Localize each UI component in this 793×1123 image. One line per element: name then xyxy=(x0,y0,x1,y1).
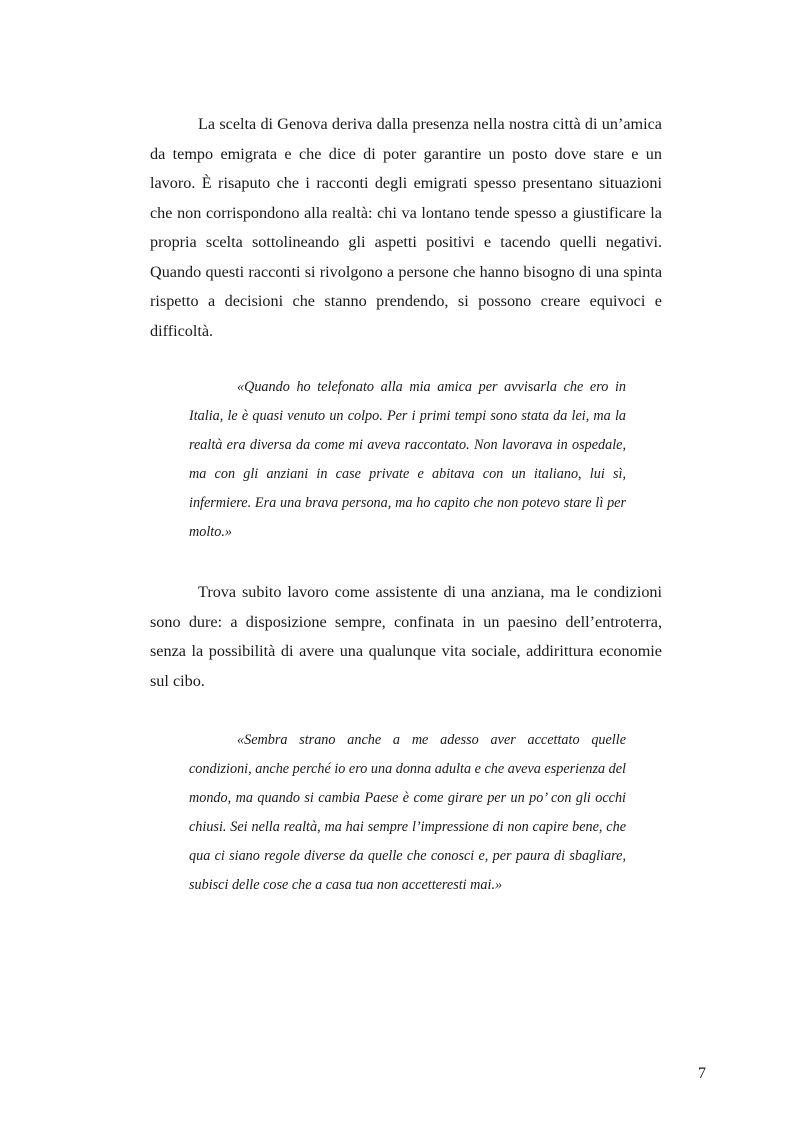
body-paragraph: Trova subito lavoro come assistente di una anziana, ma le condizioni sono dure: a disposizione sempre, confinata in un paesino dell’entroterra, senza la possibilità di avere una qualunque vita sociale, addirittura economie sul cibo. xyxy=(150,583,662,690)
page-number: 7 xyxy=(698,1065,706,1082)
interview-quote: «Sembra strano anche a me adesso aver accettato quelle condizioni, anche perché io ero una donna adulta e che aveva esperienza del mondo, ma quando si cambia Paese è come girare per un po’ con gli occhi chiusi. Sei nella realtà, ma hai sempre l’impressione di non capire bene, che qua ci siano regole diverse da quelle che conosci e, per paura di sbagliare, subisci delle cose che a casa tua non accetteresti mai.» xyxy=(189,732,626,893)
interview-quote: «Quando ho telefonato alla mia amica per avvisarla che ero in Italia, le è quasi venuto un colpo. Per i primi tempi sono stata da lei, ma la realtà era diversa da come mi aveva raccontato. Non lavorava in ospedale, ma con gli anziani in case private e abitava con un italiano, lui sì, infermiere. Era una brava persona, ma ho capito che non potevo stare lì per molto.» xyxy=(189,379,626,540)
body-paragraph: La scelta di Genova deriva dalla presenza nella nostra città di un’amica da tempo emigrata e che dice di poter garantire un posto dove stare e un lavoro. È risaputo che i racconti degli emigrati spesso presentano situazioni che non corrispondono alla realtà: chi va lontano tende spesso a giustificare la propria scelta sottolineando gli aspetti positivi e tacendo quelli negativi. Quando questi racconti si rivolgono a persone che hanno bisogno di una spinta rispetto a decisioni che stanno prendendo, si possono creare equivoci e difficoltà. xyxy=(150,115,662,340)
